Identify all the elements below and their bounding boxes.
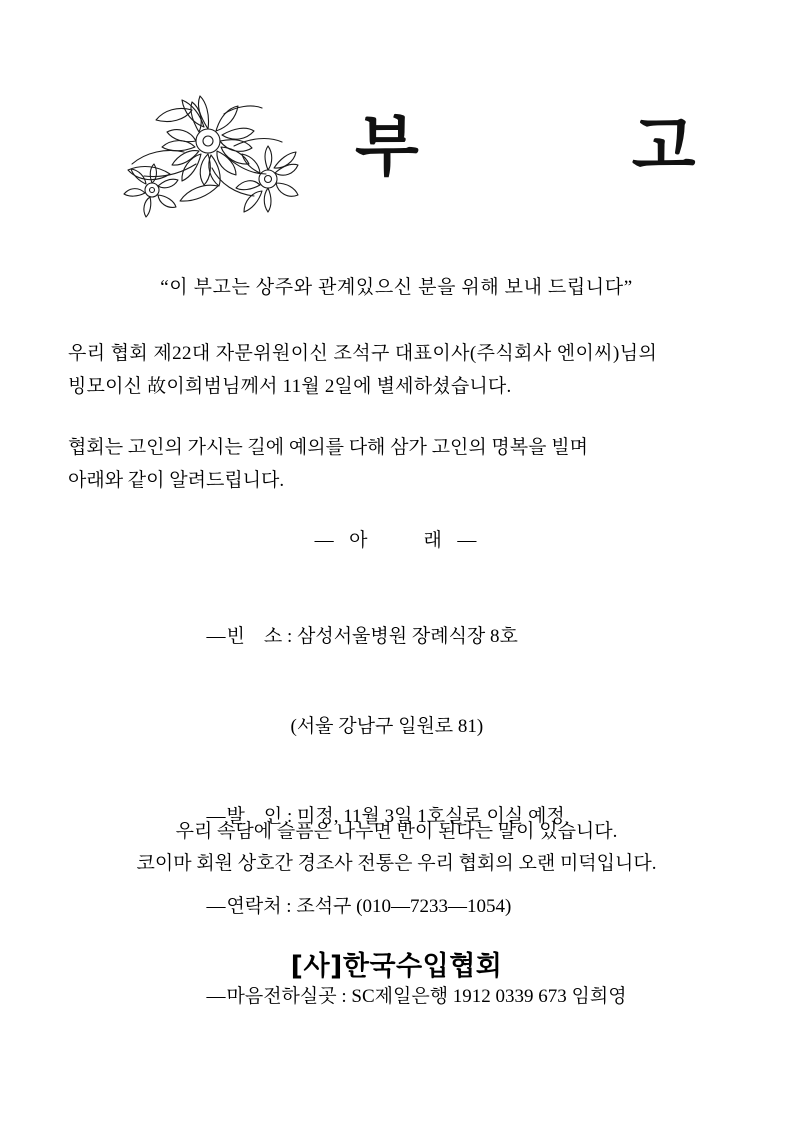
section-heading-arae: — 아 래 — bbox=[314, 530, 479, 551]
detail-label-venue: 빈 소 : bbox=[226, 626, 293, 647]
detail-value-contact: 조석구 (010—7233—1054) bbox=[296, 896, 512, 917]
detail-label-departure: 발 인 : bbox=[226, 806, 293, 827]
detail-value-address: (서울 강남구 일원로 81) bbox=[290, 716, 484, 737]
dash-marker-contact: — bbox=[206, 896, 226, 917]
closing-line-1: 우리 속담에 슬픔은 나누면 반이 된다는 말이 있습니다. bbox=[175, 821, 618, 842]
page-title: 부 고 bbox=[355, 108, 732, 185]
detail-label-contact: 연락처 : bbox=[226, 896, 292, 917]
announcement-line-1: 우리 협회 제22대 자문위원이신 조석구 대표이사(주식회사 엔이씨)님의 bbox=[68, 343, 658, 364]
notice-quote: “이 부고는 상주와 관계있으신 분을 위해 보내 드립니다” bbox=[160, 277, 633, 298]
detail-value-departure: 미정, 11월 3일 1호실로 이실 예정 bbox=[297, 806, 565, 827]
announcement-paragraph-1 bbox=[68, 337, 728, 403]
closing-line-2: 코이마 회원 상호간 경조사 전통은 우리 협회의 오랜 미덕입니다. bbox=[136, 853, 657, 874]
condolence-line-2: 아래와 같이 알려드립니다. bbox=[68, 470, 285, 491]
chrysanthemum-icon bbox=[100, 86, 315, 221]
detail-row-address bbox=[0, 682, 793, 772]
condolence-line-1: 협회는 고인의 가시는 길에 예의를 다해 삼가 고인의 명복을 빌며 bbox=[68, 437, 588, 458]
detail-value-bank-account: SC제일은행 1912 0339 673 임희영 bbox=[351, 986, 627, 1007]
closing-message bbox=[0, 816, 793, 880]
document-header bbox=[0, 78, 793, 228]
dash-marker-bank-account: — bbox=[206, 986, 226, 1007]
detail-label-bank-account: 마음전하실곳 : bbox=[226, 986, 347, 1007]
dash-marker-departure: — bbox=[206, 806, 226, 827]
organization-signature: [사]한국수입협회 bbox=[290, 951, 503, 982]
detail-value-venue: 삼성서울병원 장례식장 8호 bbox=[297, 626, 518, 647]
announcement-line-2: 빙모이신 故이희범님께서 11월 2일에 별세하셨습니다. bbox=[68, 376, 512, 397]
detail-row-venue bbox=[0, 592, 793, 682]
announcement-paragraph-2 bbox=[68, 431, 728, 497]
dash-marker-venue: — bbox=[206, 626, 226, 647]
